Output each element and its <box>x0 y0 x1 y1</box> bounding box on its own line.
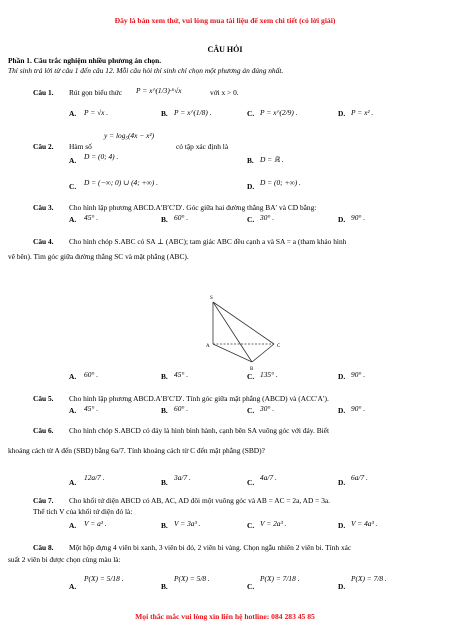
option-letter: C. <box>69 182 77 191</box>
question-condition: với x > 0. <box>210 88 239 97</box>
option-value: 45° . <box>84 213 99 222</box>
question-text: Cho hình lập phương ABCD.A′B′C′D′. Góc giữa hai đường thẳng BA′ và CD bằng: <box>69 203 317 212</box>
option-letter: B. <box>247 156 254 165</box>
option-value: 90° . <box>351 370 366 379</box>
question-text: Cho hình chóp S.ABC có SA ⊥ (ABC); tam giác ABC đều cạnh a và SA = a (tham khảo hình <box>69 237 347 246</box>
option-letter: D. <box>338 215 346 224</box>
option-letter: D. <box>338 521 346 530</box>
option-letter: C. <box>247 478 255 487</box>
option-letter: C. <box>247 372 255 381</box>
option-letter: B. <box>161 478 168 487</box>
edge-BC <box>252 344 274 362</box>
option-letter: B. <box>161 406 168 415</box>
question-text-continued: khoảng cách từ A đến (SBD) bằng 6a/7. Tính khoảng cách từ C đến mặt phẳng (SBD)? <box>8 446 265 455</box>
question-text: Cho khối tứ diện ABCD có AB, AC, AD đôi một vuông góc và AB = AC = 2a, AD = 3a. <box>69 496 331 505</box>
option-letter: A. <box>69 109 77 118</box>
option-value: 60° . <box>174 213 189 222</box>
option-value: P(X) = 7/8 . <box>351 574 387 583</box>
question-number: Câu 8. <box>33 543 54 552</box>
question-number: Câu 4. <box>33 237 54 246</box>
question-number: Câu 2. <box>33 142 54 151</box>
option-value: P = x² . <box>351 108 374 117</box>
option-letter: A. <box>69 478 77 487</box>
option-value: 4a/7 . <box>260 473 277 482</box>
option-value: 30° . <box>260 213 275 222</box>
option-letter: C. <box>247 406 255 415</box>
option-letter: A. <box>69 215 77 224</box>
question-number: Câu 1. <box>33 88 54 97</box>
label-B: B <box>250 367 254 372</box>
option-letter: D. <box>338 582 346 591</box>
option-letter: A. <box>69 406 77 415</box>
option-letter: D. <box>338 478 346 487</box>
label-C: C <box>277 344 281 349</box>
option-letter: B. <box>161 582 168 591</box>
option-value: 90° . <box>351 404 366 413</box>
option-value: 12a/7 . <box>84 473 105 482</box>
question-number: Câu 5. <box>33 394 54 403</box>
option-letter: B. <box>161 521 168 530</box>
option-letter: D. <box>338 406 346 415</box>
option-value: V = 2a³ . <box>260 519 287 528</box>
option-value: P(X) = 7/18 . <box>260 574 300 583</box>
question-text: Cho hình chóp S.ABCD có đáy là hình bình hành, cạnh bên SA vuông góc với đáy. Biết <box>69 426 330 435</box>
option-letter: B. <box>161 109 168 118</box>
option-value: D = (0; 4) . <box>84 152 119 161</box>
option-value: V = 3a³ . <box>174 519 201 528</box>
option-value: V = 4a³ . <box>351 519 378 528</box>
option-value: 60° . <box>174 404 189 413</box>
part-heading: Phần 1. Câu trắc nghiệm nhiều phương án chọn. <box>8 56 162 65</box>
option-value: D = (−∞; 0) ∪ (4; +∞) . <box>84 178 158 187</box>
label-S: S <box>210 296 213 301</box>
question-number: Câu 7. <box>33 496 54 505</box>
option-value: D = ℝ . <box>260 155 284 164</box>
question-condition: có tập xác định là <box>176 142 229 151</box>
option-value: P = √x . <box>84 108 109 117</box>
option-letter: C. <box>247 582 255 591</box>
option-value: V = a³ . <box>84 519 107 528</box>
option-value: 45° . <box>84 404 99 413</box>
preview-banner: Đây là bản xem thử, vui lòng mua tài liệu để xem chi tiết (có lời giải) <box>114 16 336 25</box>
footer-hotline: Mọi thắc mắc vui lòng xin liên hệ hotline: 084 283 45 85 <box>135 612 315 621</box>
option-value: P(X) = 5/18 . <box>84 574 124 583</box>
option-value: P(X) = 5/8 . <box>174 574 210 583</box>
question-text-continued: Thể tích V của khối tứ diện đó là: <box>33 507 133 516</box>
option-value: 60° . <box>84 370 99 379</box>
option-letter: D. <box>338 109 346 118</box>
option-value: P = x^(2/9) . <box>260 108 298 117</box>
option-letter: A. <box>69 582 77 591</box>
question-text-continued: vẽ bên). Tìm góc giữa đường thẳng SC và mặt phẳng (ABC). <box>8 252 189 261</box>
option-letter: C. <box>247 109 255 118</box>
option-letter: C. <box>247 521 255 530</box>
option-value: 30° . <box>260 404 275 413</box>
question-number: Câu 6. <box>33 426 54 435</box>
option-value: 45° . <box>174 370 189 379</box>
pyramid-figure <box>195 290 285 380</box>
question-text: Rút gọn biểu thức <box>69 88 123 97</box>
option-letter: A. <box>69 156 77 165</box>
question-text-continued: suất 2 viên bi được chọn cùng màu là: <box>8 555 121 564</box>
option-value: 90° . <box>351 213 366 222</box>
question-expression: P = x^(1/3)·⁶√x <box>136 86 182 95</box>
option-letter: D. <box>247 182 255 191</box>
option-value: 6a/7 . <box>351 473 368 482</box>
option-value: 3a/7 . <box>174 473 191 482</box>
label-A: A <box>206 344 210 349</box>
option-letter: A. <box>69 521 77 530</box>
option-value: 135° . <box>260 370 278 379</box>
option-letter: D. <box>338 372 346 381</box>
option-letter: B. <box>161 215 168 224</box>
page-title: CÂU HỎI <box>207 45 243 54</box>
option-letter: B. <box>161 372 168 381</box>
option-value: D = (0; +∞) . <box>260 178 301 187</box>
option-letter: A. <box>69 372 77 381</box>
question-number: Câu 3. <box>33 203 54 212</box>
option-letter: C. <box>247 215 255 224</box>
part-instruction: Thí sinh trả lời từ câu 1 đến câu 12. Mỗi câu hỏi thí sinh chỉ chọn một phương án đúng nhất. <box>8 66 284 75</box>
edge-SC <box>213 302 274 344</box>
question-text: Cho hình lập phương ABCD.A′B′C′D′. Tính góc giữa mặt phẳng (ABCD) và (ACC′A′). <box>69 394 329 403</box>
question-text: Một hộp đựng 4 viên bi xanh, 3 viên bi đỏ, 2 viên bi vàng. Chọn ngẫu nhiên 2 viên bi. Tính xác <box>69 543 352 552</box>
question-expression: y = log₅(4x − x²) <box>104 131 155 140</box>
option-value: P = x^(1/8) . <box>174 108 212 117</box>
question-text: Hàm số <box>69 142 92 151</box>
